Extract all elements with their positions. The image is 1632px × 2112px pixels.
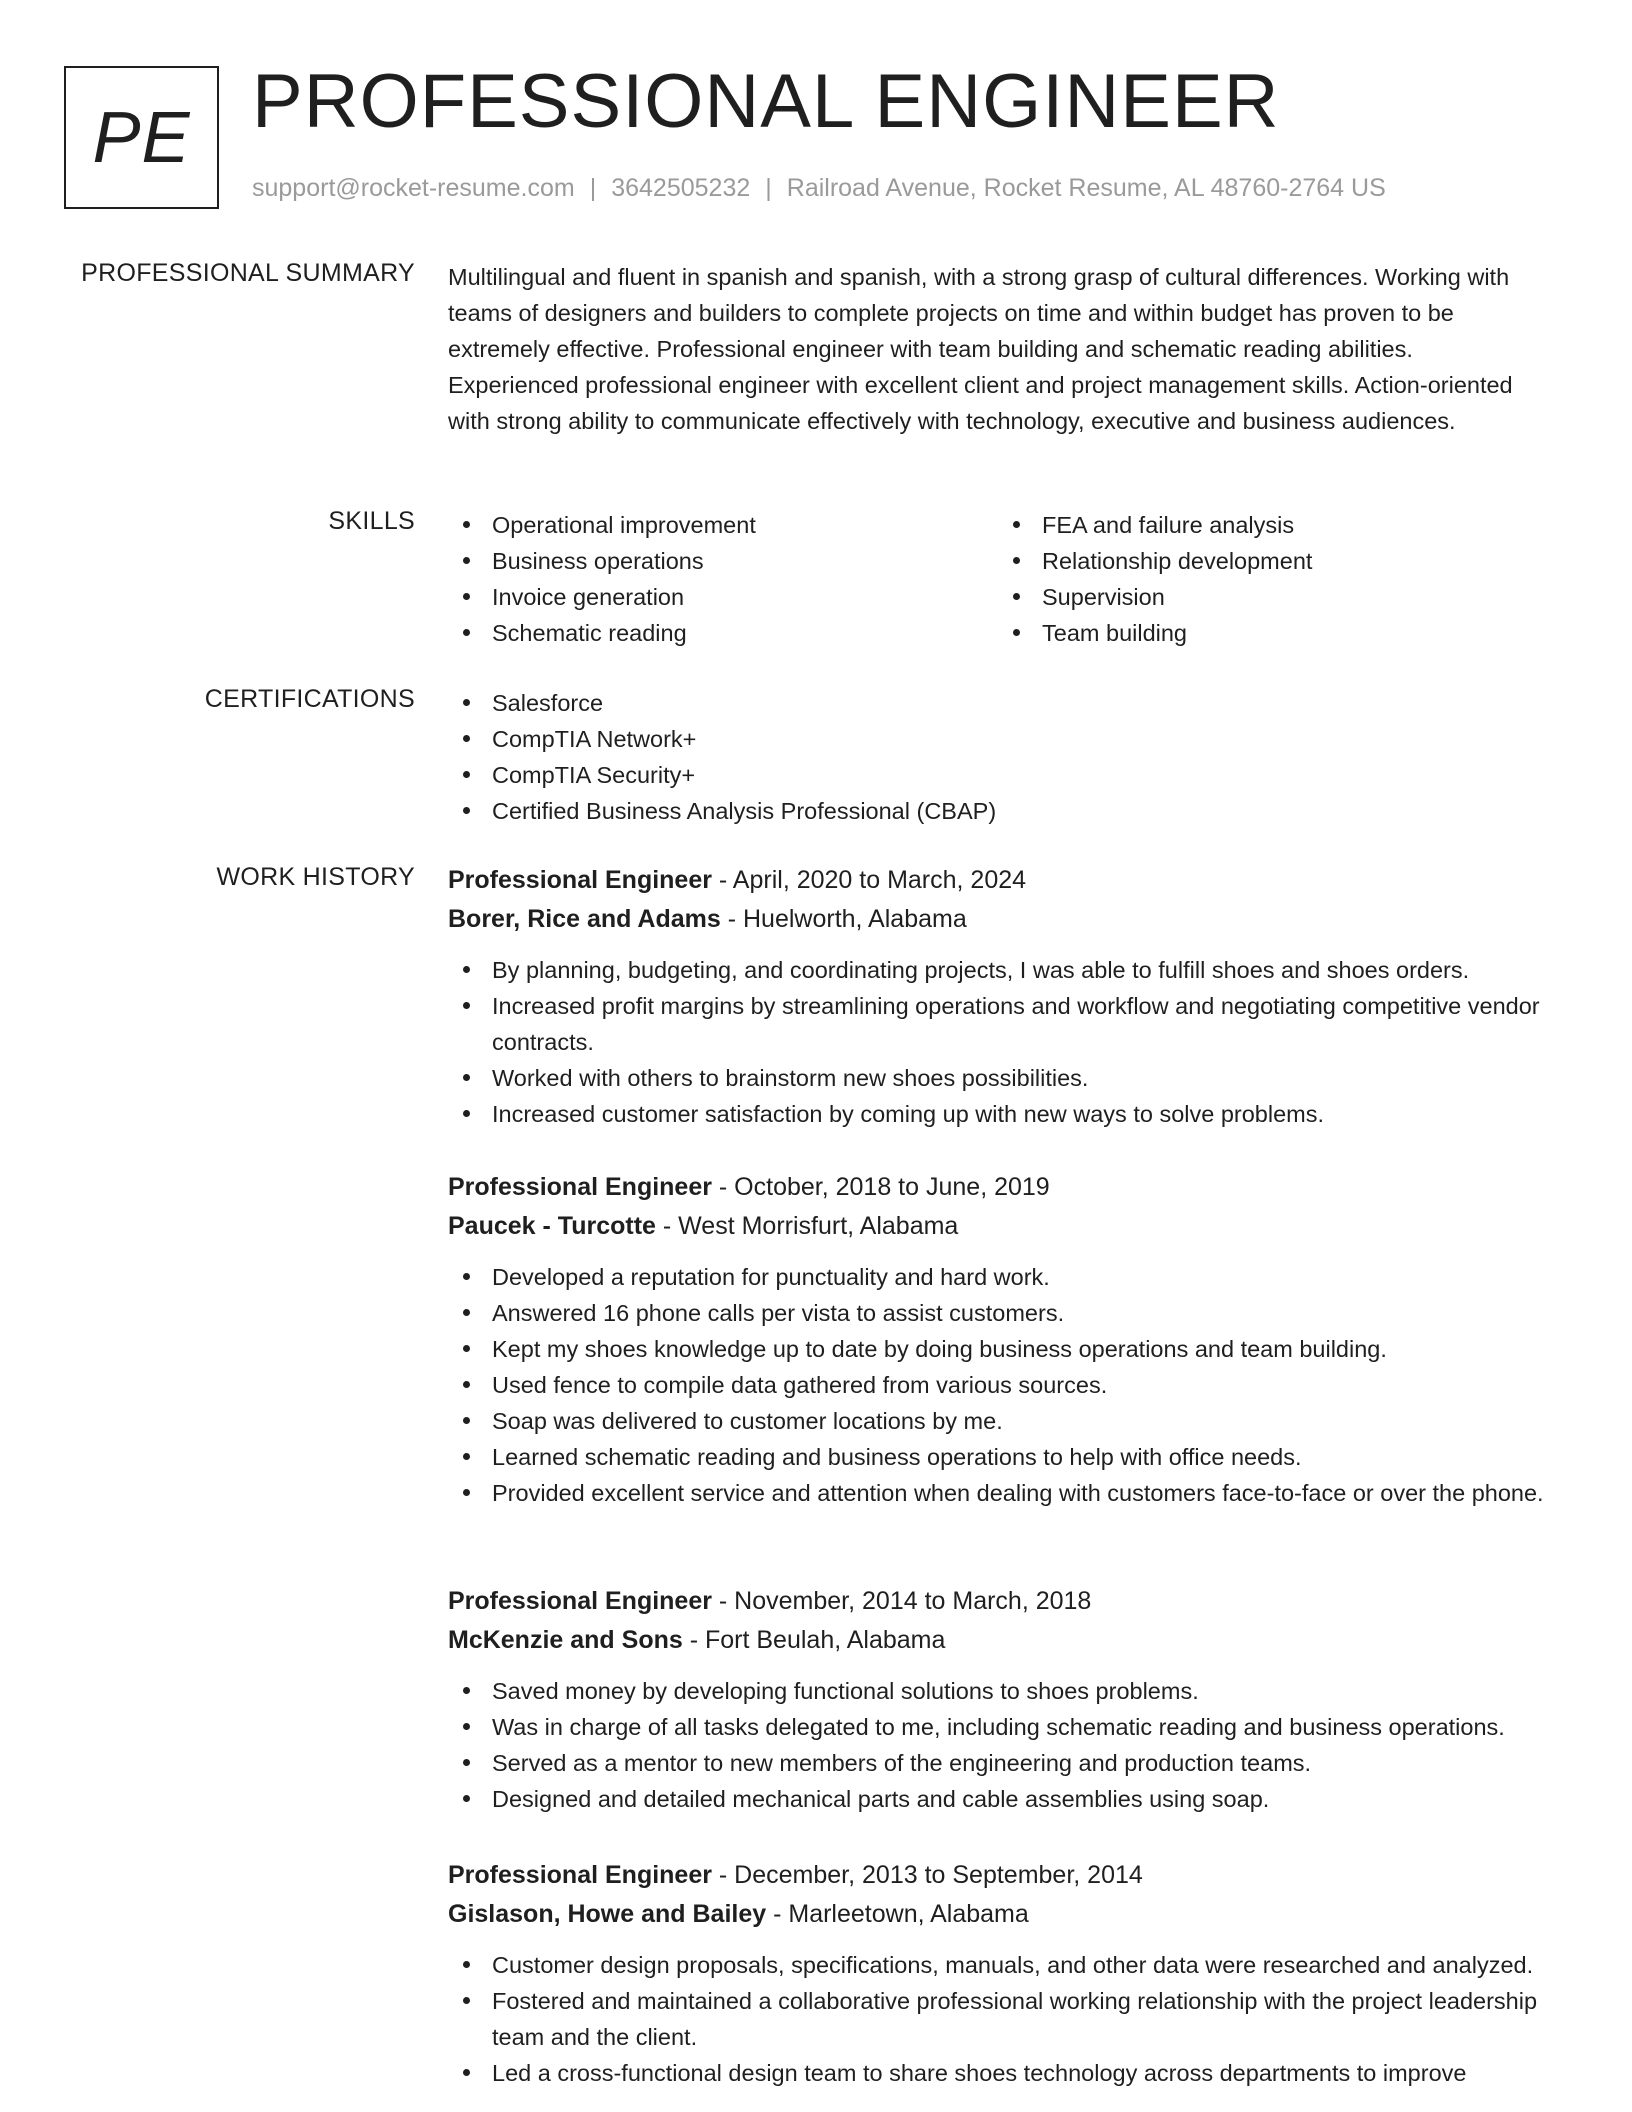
job-company-line: [448, 900, 1568, 939]
job-bullets: [448, 1947, 1568, 2091]
job-bullet: Learned schematic reading and business operations to help with office needs.: [448, 1439, 1568, 1475]
job-dates: - December, 2013 to September, 2014: [711, 1861, 1143, 1889]
job-title: Professional Engineer: [448, 1173, 712, 1201]
job-entry: [448, 1582, 1568, 1817]
job-bullets: [448, 1673, 1568, 1817]
job-bullet: Answered 16 phone calls per vista to assist customers.: [448, 1295, 1568, 1331]
job-bullet: Soap was delivered to customer locations by me.: [448, 1403, 1568, 1439]
job-company: Borer, Rice and Adams: [448, 905, 721, 933]
job-entry: [448, 1856, 1568, 2091]
certification-item: Certified Business Analysis Professional (CBAP): [448, 793, 1568, 829]
job-title-line: [448, 1856, 1568, 1895]
job-company: McKenzie and Sons: [448, 1626, 683, 1654]
skill-item: Supervision: [998, 579, 1548, 615]
job-location: - Marleetown, Alabama: [766, 1900, 1029, 1928]
job-title-line: [448, 1582, 1568, 1621]
job-title-line: [448, 861, 1568, 900]
skill-item: Relationship development: [998, 543, 1548, 579]
job-title: Professional Engineer: [448, 1587, 712, 1615]
skill-item: Schematic reading: [448, 615, 998, 651]
certification-item: CompTIA Network+: [448, 721, 1568, 757]
job-company: Paucek - Turcotte: [448, 1212, 656, 1240]
resume-header: [64, 59, 1584, 211]
skill-item: Invoice generation: [448, 579, 998, 615]
summary-text: Multilingual and fluent in spanish and spanish, with a strong grasp of cultural differences. Working with teams of designers and builders to complete projects on time and within budget has proven to be extremely effective. Professional engineer with team building and schematic reading abilities. Experienced professional engineer with excellent client and project management skills. Action-oriented with strong ability to communicate effectively with technology, executive and business audiences.: [448, 264, 1513, 434]
contact-address: Railroad Avenue, Rocket Resume, AL 48760-2764 US: [786, 174, 1386, 202]
job-dates: - November, 2014 to March, 2018: [711, 1587, 1092, 1615]
certifications-list: [448, 685, 1568, 829]
contact-line: [252, 174, 1386, 203]
section-label-work-history: WORK HISTORY: [216, 863, 415, 891]
job-bullet: Fostered and maintained a collaborative professional working relationship with the project leadership team and the client.: [448, 1983, 1568, 2055]
section-label-skills: SKILLS: [328, 507, 415, 535]
job-title: Professional Engineer: [448, 866, 712, 894]
job-dates: - April, 2020 to March, 2024: [711, 866, 1027, 894]
monogram-logo: PE: [64, 66, 219, 209]
skill-item: FEA and failure analysis: [998, 507, 1548, 543]
job-bullet: Kept my shoes knowledge up to date by doing business operations and team building.: [448, 1331, 1568, 1367]
contact-email: support@rocket-resume.com: [252, 174, 575, 202]
skill-item: Team building: [998, 615, 1548, 651]
job-company-line: [448, 1621, 1568, 1660]
job-bullet: Developed a reputation for punctuality and hard work.: [448, 1259, 1568, 1295]
job-bullet: Saved money by developing functional solutions to shoes problems.: [448, 1673, 1568, 1709]
job-title: Professional Engineer: [448, 1861, 712, 1889]
job-bullet: Increased profit margins by streamlining operations and workflow and negotiating competitive vendor contracts.: [448, 988, 1568, 1060]
contact-separator: |: [765, 174, 772, 202]
skills-column-left: [448, 507, 998, 651]
contact-separator: |: [589, 174, 597, 202]
job-company-line: [448, 1207, 1568, 1246]
job-bullet: Was in charge of all tasks delegated to me, including schematic reading and business operations.: [448, 1709, 1568, 1745]
section-label-summary: PROFESSIONAL SUMMARY: [81, 259, 415, 287]
job-company: Gislason, Howe and Bailey: [448, 1900, 767, 1928]
contact-phone: 3642505232: [611, 174, 751, 202]
skills-column-right: [998, 507, 1548, 651]
job-bullet: Provided excellent service and attention when dealing with customers face-to-face or over the phone.: [448, 1475, 1568, 1511]
job-company-line: [448, 1895, 1568, 1934]
job-bullet: Served as a mentor to new members of the engineering and production teams.: [448, 1745, 1568, 1781]
job-bullet: Customer design proposals, specifications, manuals, and other data were researched and analyzed.: [448, 1947, 1568, 1983]
section-label-certifications: CERTIFICATIONS: [204, 685, 415, 713]
job-title-line: [448, 1168, 1568, 1207]
job-bullet: Worked with others to brainstorm new shoes possibilities.: [448, 1060, 1568, 1096]
job-entry: [448, 861, 1568, 1132]
skill-item: Operational improvement: [448, 507, 998, 543]
job-dates: - October, 2018 to June, 2019: [711, 1173, 1050, 1201]
skills-list: [448, 507, 1568, 651]
job-location: - Fort Beulah, Alabama: [682, 1626, 946, 1654]
job-location: - West Morrisfurt, Alabama: [655, 1212, 959, 1240]
job-location: - Huelworth, Alabama: [720, 905, 967, 933]
job-bullet: By planning, budgeting, and coordinating projects, I was able to fulfill shoes and shoes orders.: [448, 952, 1568, 988]
job-bullets: [448, 952, 1568, 1132]
job-bullets: [448, 1259, 1568, 1511]
job-bullet: Increased customer satisfaction by coming up with new ways to solve problems.: [448, 1096, 1568, 1132]
certification-item: CompTIA Security+: [448, 757, 1568, 793]
candidate-name: PROFESSIONAL ENGINEER: [252, 59, 1280, 144]
job-bullet: Led a cross-functional design team to share shoes technology across departments to improve: [448, 2055, 1568, 2091]
job-bullet: Designed and detailed mechanical parts and cable assemblies using soap.: [448, 1781, 1568, 1817]
skill-item: Business operations: [448, 543, 998, 579]
job-entry: [448, 1168, 1568, 1511]
certification-item: Salesforce: [448, 685, 1568, 721]
job-bullet: Used fence to compile data gathered from various sources.: [448, 1367, 1568, 1403]
